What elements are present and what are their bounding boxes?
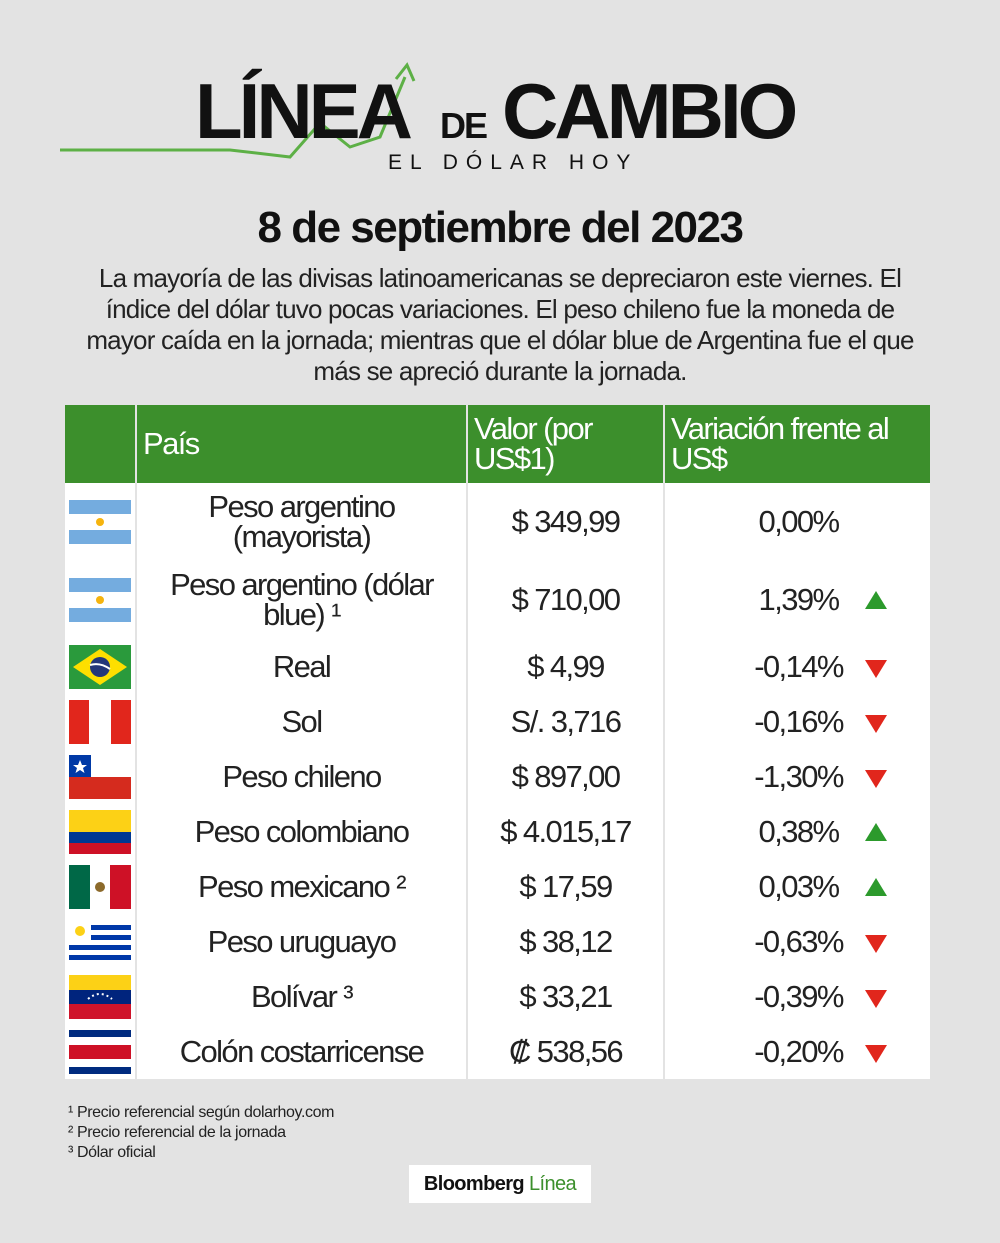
flag-cell [65,483,136,561]
table-row [65,483,930,561]
country-cell: Real [136,639,467,694]
variation-value: -1,30% [754,758,843,794]
header-value: Valor (por US$1) [467,405,664,483]
variation-cell [664,859,930,914]
triangle-up-icon [865,823,887,841]
flag-cell [65,639,136,694]
triangle-down-icon [865,990,887,1008]
country-cell: Peso argentino (dólar blue) ¹ [136,561,467,639]
header-flag [65,405,136,483]
triangle-up-icon [865,591,887,609]
brand-linea: Línea [529,1173,577,1195]
flag-cell [65,1024,136,1079]
argentina-flag-icon [69,500,131,544]
peru-flag-icon [69,700,131,744]
country-cell: Sol [136,694,467,749]
table-row [65,694,930,749]
variation-cell [664,694,930,749]
footnote: ² Precio referencial de la jornada [68,1124,286,1141]
value-cell: S/. 3,716 [467,694,664,749]
logo-word-linea: LÍNEA [195,67,409,155]
country-cell: Peso chileno [136,749,467,804]
flag-cell [65,561,136,639]
country-cell: Peso colombiano [136,804,467,859]
variation-value: 1,39% [758,582,839,617]
header-country: País [136,405,467,483]
triangle-down-icon [865,660,887,678]
flag-cell [65,969,136,1024]
currency-table [65,405,930,1079]
colombia-flag-icon [69,810,131,854]
value-cell: $ 17,59 [467,859,664,914]
table-row [65,749,930,804]
triangle-down-icon [865,715,887,733]
table-row [65,859,930,914]
logo [0,55,1000,185]
venezuela-flag-icon [69,975,131,1019]
flag-cell [65,914,136,969]
triangle-down-icon [865,935,887,953]
variation-cell [664,969,930,1024]
variation-value: -0,63% [754,923,843,959]
variation-cell [664,1024,930,1079]
country-cell: Colón costarricense [136,1024,467,1079]
table-row [65,561,930,639]
variation-cell [664,561,930,639]
variation-value: -0,39% [754,978,843,1014]
country-cell: Peso argentino (mayorista) [136,483,467,561]
country-cell: Peso mexicano ² [136,859,467,914]
value-cell: $ 897,00 [467,749,664,804]
variation-cell [664,749,930,804]
value-cell: $ 710,00 [467,561,664,639]
flag-cell [65,749,136,804]
country-cell: Bolívar ³ [136,969,467,1024]
footnote: ¹ Precio referencial según dolarhoy.com [68,1104,335,1121]
variation-value: -0,20% [754,1033,843,1069]
value-cell: $ 349,99 [467,483,664,561]
summary-text: La mayoría de las divisas latinoamericanas se depreciaron este viernes. El índice del dólar tuvo pocas variaciones. El peso chileno fue la moneda de mayor caída en la jornada; mientras que el dólar blue de Argentina fue el que más se apreció durante la jornada. [86,263,914,386]
logo-word-de: DE [440,105,487,146]
footnotes [68,1103,334,1163]
variation-cell [664,483,930,561]
variation-value: 0,00% [758,504,839,539]
table-row [65,1024,930,1079]
table-row [65,639,930,694]
table-header-row [65,405,930,483]
flag-cell [65,804,136,859]
footnote: ³ Dólar oficial [68,1144,156,1161]
variation-value: 0,38% [758,813,839,849]
value-cell: $ 4.015,17 [467,804,664,859]
variation-cell [664,639,930,694]
flag-cell [65,694,136,749]
logo-word-cambio: CAMBIO [502,67,795,155]
country-cell: Peso uruguayo [136,914,467,969]
value-cell: ₡ 538,56 [467,1024,664,1079]
value-cell: $ 4,99 [467,639,664,694]
table-row [65,969,930,1024]
brand-bloomberg: Bloomberg [423,1173,525,1195]
value-cell: $ 33,21 [467,969,664,1024]
triangle-down-icon [865,1045,887,1063]
variation-value: -0,14% [754,648,843,684]
flag-cell [65,859,136,914]
brazil-flag-icon [69,645,131,689]
variation-value: -0,16% [754,703,843,739]
header-variation: Variación frente al US$ [664,405,930,483]
uruguay-flag-icon [69,920,131,964]
value-cell: $ 38,12 [467,914,664,969]
page-date: 8 de septiembre del 2023 [257,203,743,252]
costa-rica-flag-icon [69,1030,131,1074]
variation-value: 0,03% [758,868,839,904]
variation-cell [664,914,930,969]
chile-flag-icon [69,755,131,799]
logo-subtitle: EL DÓLAR HOY [388,151,639,174]
table-row [65,804,930,859]
triangle-up-icon [865,878,887,896]
mexico-flag-icon [69,865,131,909]
bloomberg-linea-logo [409,1165,591,1203]
argentina-flag-icon [69,578,131,622]
triangle-down-icon [865,770,887,788]
table-row [65,914,930,969]
variation-cell [664,804,930,859]
